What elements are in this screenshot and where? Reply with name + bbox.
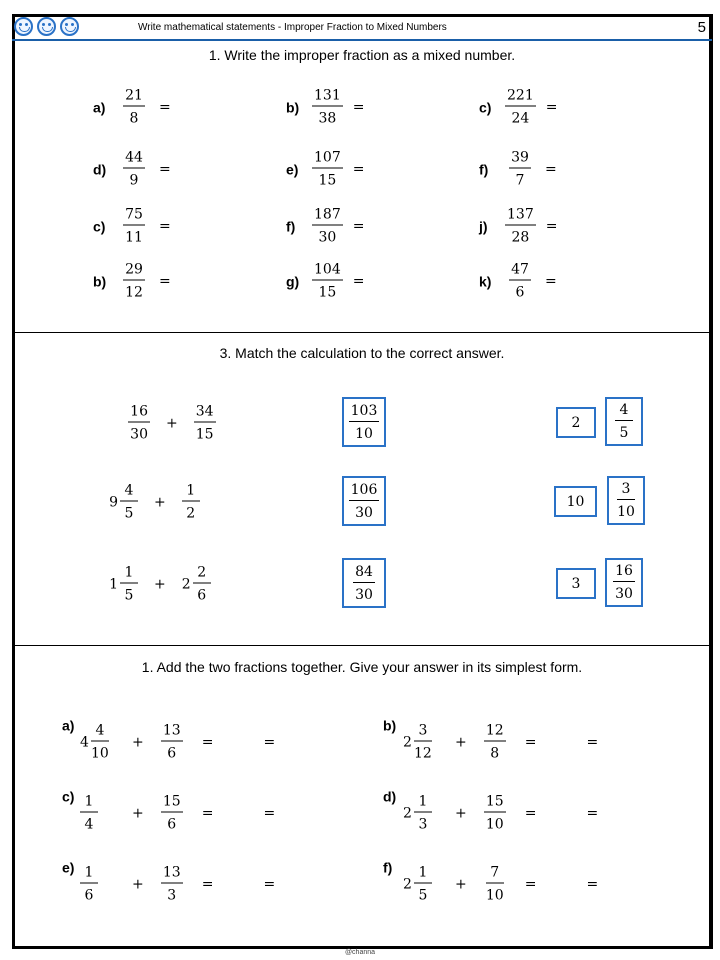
denominator: 15 (318, 284, 337, 301)
equals-sign: = (159, 161, 171, 177)
item-label: g) (286, 273, 300, 289)
denominator: 30 (355, 504, 373, 521)
equals-sign: = (352, 218, 365, 234)
numerator: 2 (193, 566, 211, 584)
numerator: 12 (484, 724, 506, 742)
numerator: 16 (613, 564, 635, 582)
denominator: 28 (511, 229, 530, 246)
equals-sign: = (201, 876, 214, 892)
numerator: 187 (312, 208, 343, 226)
numerator: 107 (312, 151, 343, 169)
exercise-item (286, 89, 364, 126)
answer-box-improper[interactable] (342, 397, 386, 447)
equals-sign: = (352, 99, 365, 115)
denominator: 15 (195, 426, 214, 443)
fraction (91, 724, 109, 761)
fraction (160, 795, 184, 832)
denominator: 6 (167, 816, 177, 833)
whole-number: 1 (109, 576, 118, 592)
numerator: 221 (505, 89, 536, 107)
numerator: 13 (161, 724, 183, 742)
exercise-item (93, 208, 171, 245)
numerator: 1 (120, 566, 138, 584)
whole-number: 9 (109, 494, 118, 510)
exercise-item (286, 208, 364, 245)
numerator: 3 (617, 482, 635, 500)
plus-sign: + (154, 494, 166, 510)
equals-sign: = (159, 273, 171, 289)
mixed-number (100, 566, 138, 603)
exercise-item (479, 208, 557, 245)
plus-sign: + (154, 576, 166, 592)
numerator: 106 (349, 483, 380, 501)
fraction (120, 484, 138, 521)
denominator: 3 (167, 887, 177, 904)
mixed-number (80, 866, 116, 903)
fraction (80, 866, 98, 903)
answer-box-whole[interactable]: 10 (554, 486, 597, 517)
denominator: 5 (124, 587, 134, 604)
section2-title: 3. Match the calculation to the correct answer. (219, 345, 505, 361)
equals-sign: = (159, 99, 171, 115)
addition-item (383, 788, 599, 833)
whole-number: 2 (403, 805, 412, 821)
equals-sign: = (352, 161, 365, 177)
item-label: f) (286, 218, 296, 234)
fraction (414, 795, 432, 832)
exercise-item (479, 151, 557, 188)
item-label: j) (479, 218, 488, 234)
numerator: 3 (414, 724, 432, 742)
fraction (160, 866, 184, 903)
item-label: e) (62, 859, 75, 876)
section-divider (12, 332, 712, 333)
fraction (312, 263, 343, 300)
fraction (119, 89, 149, 126)
section-divider (12, 645, 712, 646)
denominator: 30 (130, 426, 148, 443)
fraction (617, 482, 635, 519)
denominator: 5 (124, 505, 134, 522)
equals-sign: = (586, 805, 599, 821)
equals-sign: = (586, 876, 599, 892)
worksheet-title: Write mathematical statements - Improper Fraction to Mixed Numbers (138, 22, 447, 33)
fraction (193, 566, 211, 603)
numerator: 7 (486, 866, 504, 884)
fraction (505, 89, 536, 126)
equals-sign: = (201, 805, 214, 821)
item-label: a) (93, 99, 106, 115)
addition-item (62, 859, 276, 904)
fraction (80, 795, 98, 832)
denominator: 10 (355, 425, 373, 442)
plus-sign: + (455, 805, 467, 821)
item-label: d) (383, 788, 397, 805)
mixed-number (112, 405, 150, 442)
fraction (312, 208, 343, 245)
numerator: 4 (615, 403, 633, 421)
page-number: 5 (697, 19, 706, 36)
denominator: 10 (485, 816, 504, 833)
answer-box-fraction[interactable] (605, 397, 643, 446)
fraction (505, 263, 535, 300)
fraction (483, 724, 507, 761)
fraction (120, 566, 138, 603)
numerator: 4 (120, 484, 138, 502)
numerator: 15 (484, 795, 506, 813)
smiley-icon (37, 17, 56, 36)
numerator: 137 (505, 208, 536, 226)
denominator: 6 (167, 745, 177, 762)
item-label: e) (286, 161, 299, 177)
fraction (128, 405, 150, 442)
denominator: 6 (197, 587, 207, 604)
addition-item (62, 717, 276, 762)
equals-sign: = (545, 218, 558, 234)
numerator: 13 (161, 866, 183, 884)
plus-sign: + (166, 415, 178, 431)
numerator: 34 (194, 405, 216, 423)
item-label: f) (383, 859, 393, 876)
whole-number: 2 (403, 876, 412, 892)
denominator: 10 (617, 504, 635, 520)
numerator: 1 (182, 484, 200, 502)
denominator: 8 (129, 110, 139, 127)
mixed-number (403, 866, 439, 903)
numerator: 84 (353, 565, 375, 583)
numerator: 16 (128, 405, 150, 423)
item-label: f) (479, 161, 489, 177)
denominator: 9 (129, 172, 139, 189)
exercise-item (93, 89, 171, 126)
fraction (312, 89, 343, 126)
denominator: 24 (511, 110, 530, 127)
numerator: 104 (312, 263, 343, 281)
denominator: 10 (485, 887, 504, 904)
denominator: 12 (125, 284, 143, 301)
fraction (613, 564, 635, 601)
exercise-item (479, 263, 557, 300)
fraction (349, 404, 380, 441)
fraction (182, 484, 200, 521)
fraction (119, 263, 149, 300)
calculation (100, 566, 211, 603)
section3-title: 1. Add the two fractions together. Give your answer in its simplest form. (141, 659, 583, 675)
answer-box-improper[interactable] (342, 476, 386, 526)
mixed-number (80, 724, 116, 761)
item-label: k) (479, 273, 492, 289)
item-label: b) (93, 273, 107, 289)
denominator: 2 (186, 505, 196, 522)
denominator: 4 (84, 816, 94, 833)
item-label: c) (93, 218, 106, 234)
denominator: 12 (414, 745, 432, 762)
numerator: 29 (123, 263, 145, 281)
equals-sign: = (263, 805, 276, 821)
exercise-item (93, 151, 171, 188)
whole-number: 2 (403, 734, 412, 750)
equals-sign: = (524, 734, 537, 750)
numerator: 15 (161, 795, 183, 813)
equals-sign: = (586, 734, 599, 750)
plus-sign: + (132, 876, 144, 892)
calculation (112, 405, 216, 442)
plus-sign: + (455, 734, 467, 750)
item-label: b) (286, 99, 300, 115)
fraction (483, 866, 507, 903)
denominator: 11 (125, 229, 143, 246)
equals-sign: = (263, 876, 276, 892)
numerator: 1 (414, 795, 432, 813)
equals-sign: = (524, 805, 537, 821)
numerator: 39 (509, 151, 531, 169)
numerator: 103 (349, 404, 380, 422)
numerator: 21 (123, 89, 145, 107)
section1-title: 1. Write the improper fraction as a mixed number. (208, 47, 516, 63)
fraction (160, 724, 184, 761)
equals-sign: = (545, 99, 558, 115)
denominator: 30 (355, 586, 373, 603)
item-label: d) (93, 161, 107, 177)
addition-item (383, 717, 599, 762)
item-label: c) (62, 788, 75, 805)
numerator: 1 (414, 866, 432, 884)
plus-sign: + (132, 734, 144, 750)
plus-sign: + (132, 805, 144, 821)
footer-credit: @channa (344, 949, 376, 956)
equals-sign: = (159, 218, 171, 234)
fraction (349, 483, 380, 520)
smiley-icon (60, 17, 79, 36)
fraction (505, 151, 535, 188)
fraction (414, 866, 432, 903)
answer-box-improper[interactable] (342, 558, 386, 608)
fraction (119, 151, 149, 188)
fraction (414, 724, 432, 761)
whole-number: 2 (181, 576, 191, 592)
denominator: 30 (318, 229, 337, 246)
numerator: 47 (509, 263, 531, 281)
fraction (353, 565, 375, 602)
answer-box-fraction[interactable] (607, 476, 645, 525)
numerator: 75 (123, 208, 145, 226)
denominator: 8 (490, 745, 500, 762)
header-divider (12, 39, 712, 41)
equals-sign: = (545, 161, 557, 177)
denominator: 6 (515, 284, 525, 301)
whole-number: 4 (80, 734, 89, 750)
denominator: 7 (515, 172, 525, 189)
numerator: 1 (80, 866, 98, 884)
equals-sign: = (524, 876, 537, 892)
fraction (119, 208, 149, 245)
item-label: b) (383, 717, 397, 734)
equals-sign: = (352, 273, 365, 289)
mixed-number (80, 795, 116, 832)
plus-sign: + (455, 876, 467, 892)
denominator: 6 (84, 887, 94, 904)
addition-item (383, 859, 599, 904)
item-label: a) (62, 717, 75, 734)
equals-sign: = (201, 734, 214, 750)
fraction (505, 208, 536, 245)
fraction (615, 403, 633, 440)
numerator: 44 (123, 151, 145, 169)
mixed-number (100, 484, 138, 521)
denominator: 5 (619, 425, 629, 441)
answer-box-whole[interactable]: 3 (556, 568, 596, 599)
mixed-number (182, 484, 200, 521)
exercise-item (93, 263, 171, 300)
fraction (312, 151, 343, 188)
mixed-number (403, 724, 439, 761)
denominator: 38 (318, 110, 337, 127)
equals-sign: = (545, 273, 557, 289)
answer-box-fraction[interactable] (605, 558, 643, 607)
mixed-number (194, 405, 216, 442)
item-label: c) (479, 99, 492, 115)
denominator: 5 (418, 887, 428, 904)
calculation (100, 484, 200, 521)
denominator: 3 (418, 816, 428, 833)
addition-item (62, 788, 276, 833)
numerator: 131 (312, 89, 343, 107)
equals-sign: = (263, 734, 276, 750)
numerator: 4 (91, 724, 109, 742)
fraction (194, 405, 216, 442)
denominator: 15 (318, 172, 337, 189)
denominator: 30 (615, 586, 633, 602)
mixed-number (182, 566, 211, 603)
exercise-item (286, 151, 364, 188)
smiley-icon (14, 17, 33, 36)
answer-box-whole[interactable]: 2 (556, 407, 596, 438)
mixed-number (403, 795, 439, 832)
fraction (483, 795, 507, 832)
exercise-item (286, 263, 364, 300)
denominator: 10 (91, 745, 109, 762)
exercise-item (479, 89, 557, 126)
numerator: 1 (80, 795, 98, 813)
